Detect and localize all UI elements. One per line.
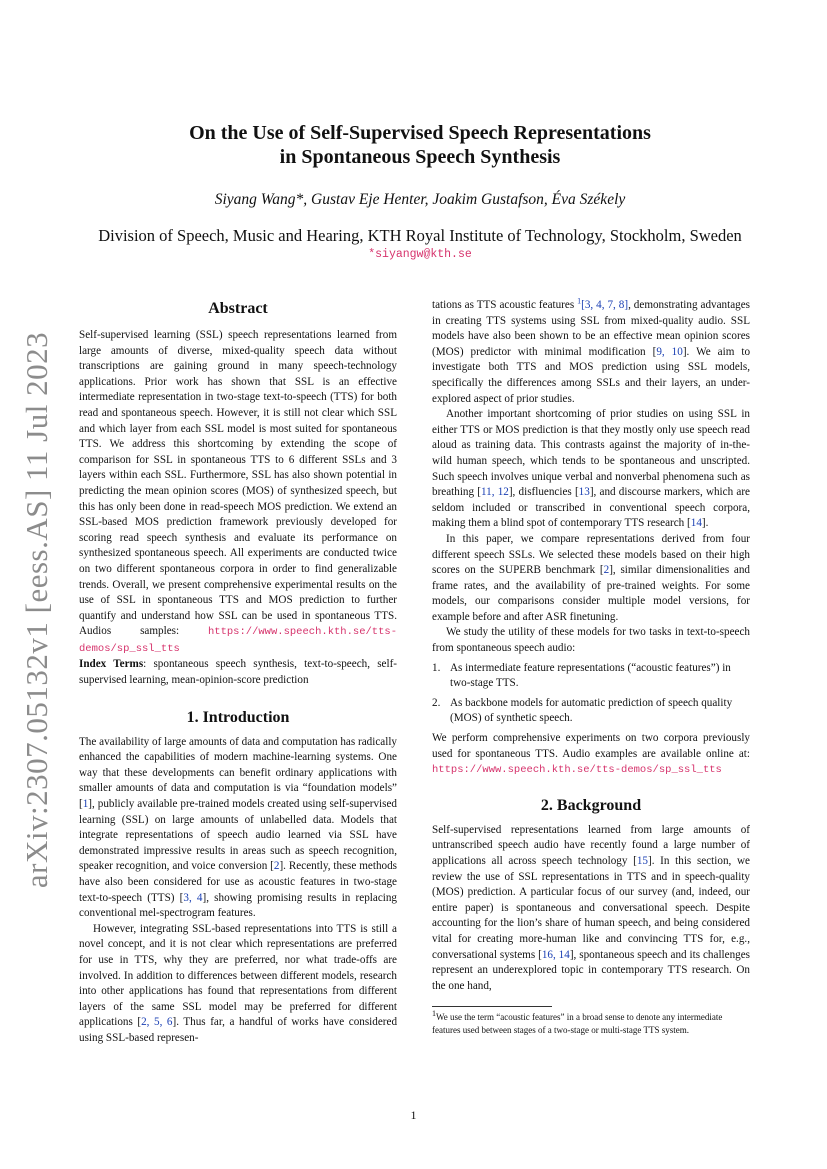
footnote-divider <box>432 1006 552 1007</box>
abstract-url-link[interactable]: https://www.speech.kth.se/tts-demos/sp_ssl_tts <box>79 626 397 655</box>
intro-paragraph-2: However, integrating SSL-based representations into TTS is still a novel concept, and it is not clear which representations are preferred for use in TTS, why they are preferred, nor what trade-offs are involved. In addition to differences between different models, research into other applications has found that representations from different layers of the same SSL model may be preferred for different applications [2, 5, 6]. Thus far, a handful of works have considered using SSL-based represen- <box>79 922 398 1044</box>
background-paragraph: Self-supervised representations learned from large amounts of untranscribed speech audio have recently found a large number of applications all across speech technology [15]. In this section, we review the use of SSL representations in TTS and in speech-quality (MOS) prediction. A particular focus of our survey (and, indeed, our entire paper) is spontaneous and conversational speech. Despite accounting for the lion’s share of human speech, and being considered vital for creating more-human like and convincing TTS for, e.g., conversational systems [16, 14], spontaneous speech and its challenges represent an underexplored topic in contemporary TTS research. On the one hand, <box>432 823 750 992</box>
right-paragraph-5: We perform comprehensive experiments on two corpora previously used for spontaneous TTS. Audio examples are available online at: https://www.speech.kth.se/tts-demos/sp_ssl_tts <box>432 732 750 777</box>
index-terms-text: : spontaneous speech synthesis, text-to-speech, self-supervised learning, mean-opinion-score prediction <box>79 658 397 687</box>
citation-link[interactable]: 11, 12 <box>480 486 509 499</box>
title-line-1: On the Use of Self-Supervised Speech Representations <box>189 122 651 144</box>
paper-title <box>100 121 740 169</box>
citation-link[interactable]: 9, 10 <box>656 345 683 358</box>
list-item-text: As intermediate feature representations (“acoustic features”) in two-stage TTS. <box>450 661 731 690</box>
citation-link[interactable]: 2 <box>273 860 280 873</box>
authors: Siyang Wang*, Gustav Eje Henter, Joakim Gustafson, Éva Székely <box>214 191 626 208</box>
abstract-text: Self-supervised learning (SSL) speech representations learned from large amounts of diverse, mixed-quality speech data without transcriptions are gaining ground in many speech-technology applications. Prior work has shown that SSL is an effective intermediate representation in two-stage text-to-speech (TTS) for both read and spontaneous speech. However, it is still not clear which SSL and which layer from each SSL model is most suited for spontaneous TTS. We address this shortcoming by extending the scope of comparison for SSL in spontaneous TTS to 6 different SSLs and 3 layers within each SSL. Furthermore, SSL has also shown potential in predicting the mean opinion scores (MOS) of synthesized speech, but this has only been done in read-speech MOS prediction. We extend an SSL-based MOS prediction framework previously developed for scoring read speech synthesis and evaluate its performance on synthesized spontaneous speech. All experiments are conducted twice on two different spontaneous corpora in order to find generalizable trends. Overall, we present comprehensive experimental results on the use of SSL in spontaneous TTS and MOS prediction to further quantify and understand how SSL can be used in spontaneous TTS. Audios samples: https://www.speech.kth.se/tts-demos/sp_ssl_tts <box>79 329 397 655</box>
right-column <box>432 298 750 1036</box>
right-paragraph-1: tations as TTS acoustic features $^1$[3, 4, 7, 8], demonstrating advantages in creating TTS systems using SSL from mixed-quality audio. SSL models have also been shown to be an effective mean opinion scores (MOS) predictor with minimal modification [9, 10]. We aim to investigate both TTS and MOS prediction using SSL models, specifically the differences among SSLs and their layers, an under-explored aspect of prior studies. <box>432 296 751 405</box>
list-item-text: As backbone models for automatic prediction of speech quality (MOS) of synthetic speech. <box>450 696 733 725</box>
list-item <box>432 661 750 692</box>
citation-link[interactable]: 15 <box>636 855 648 867</box>
email-link[interactable]: *siyangw@kth.se <box>368 248 472 261</box>
footnote-mark-link[interactable]: 1 <box>577 296 582 306</box>
citation-link[interactable]: 3, 4 <box>183 891 203 904</box>
right-paragraph-4: We study the utility of these models for two tasks in text-to-speech from spontaneous speech audio: <box>432 626 750 655</box>
citation-link[interactable]: 13 <box>578 486 590 499</box>
citation-link[interactable]: 2 <box>603 564 610 577</box>
citation-link[interactable]: 1 <box>82 798 89 811</box>
citation-link[interactable]: [3, 4, 7, 8] <box>581 299 629 311</box>
index-terms-label: Index Terms <box>79 658 144 671</box>
list-item-number: 1. <box>432 661 441 674</box>
arxiv-id-text: arXiv:2307.05132v1 [eess.AS] 11 Jul 2023 <box>19 331 54 889</box>
arxiv-sidebar <box>8 330 66 890</box>
affiliation: Division of Speech, Music and Hearing, KTH Royal Institute of Technology, Stockholm, Sweden <box>98 226 742 245</box>
footnote <box>432 1011 750 1036</box>
footnote-text: We use the term “acoustic features” in a broad sense to denote any intermediate features used between stages of a two-stage or multi-stage TTS system. <box>432 1012 723 1035</box>
page-number: 1 <box>410 1108 417 1122</box>
citation-link[interactable]: 2, 5, 6 <box>141 1016 173 1029</box>
demo-url-link[interactable]: https://www.speech.kth.se/tts-demos/sp_ssl_tts <box>432 764 722 777</box>
right-paragraph-3: In this paper, we compare representations derived from four different speech SSLs. We selected these models based on their high scores on the SUPERB benchmark [2], similar dimensionalities and frame rates, and the availability of pre-trained weights. For some models, our comparisons consider multiple model versions, for example before and after ASR finetuning. <box>432 532 751 623</box>
intro-paragraph-1: The availability of large amounts of data and computation has radically enhanced the capabilities of modern machine-learning systems. One way that these developments can benefit ordinary applications with smaller amounts of data and computation is via “foundation models” [1], publicly available pre-trained models created using self-supervised learning (SSL) on large amounts of unlabelled data. Models that integrate representations of speech audio learned via SSL have demonstrated impressive results in areas such as speech recognition, speaker recognition, and voice conversion [2]. Recently, these methods have also been considered for use as acoustic features in two-stage text-to-speech (TTS) [3, 4], showing promising results in replacing conventional mel-spectrogram features. <box>79 735 398 920</box>
title-line-2: in Spontaneous Speech Synthesis <box>279 146 561 168</box>
citation-link[interactable]: 16, 14 <box>541 948 570 961</box>
right-paragraph-2: Another important shortcoming of prior studies on using SSL in either TTS or MOS prediction is that they mostly only use speech read aloud as training data. This contrasts against the majority of in-the-wild human speech, which tends to be spontaneous and unscripted. Such speech involves unique verbal and nonverbal phenomena such as breathing [11, 12], disfluencies [13], and discourse markers, which are seldom included or transcribed in conventional speech corpora, making them a blind spot of contemporary TTS research [14]. <box>432 408 750 530</box>
introduction-heading: 1. Introduction <box>186 708 290 726</box>
list-item-number: 2. <box>432 696 441 709</box>
citation-link[interactable]: 14 <box>690 517 702 530</box>
left-column <box>79 298 397 1047</box>
footnote-number: 1 <box>432 1009 436 1019</box>
task-list <box>432 661 750 727</box>
index-terms <box>79 657 397 688</box>
background-heading: 2. Background <box>540 796 642 814</box>
list-item <box>432 696 750 727</box>
abstract-heading: Abstract <box>208 300 268 317</box>
